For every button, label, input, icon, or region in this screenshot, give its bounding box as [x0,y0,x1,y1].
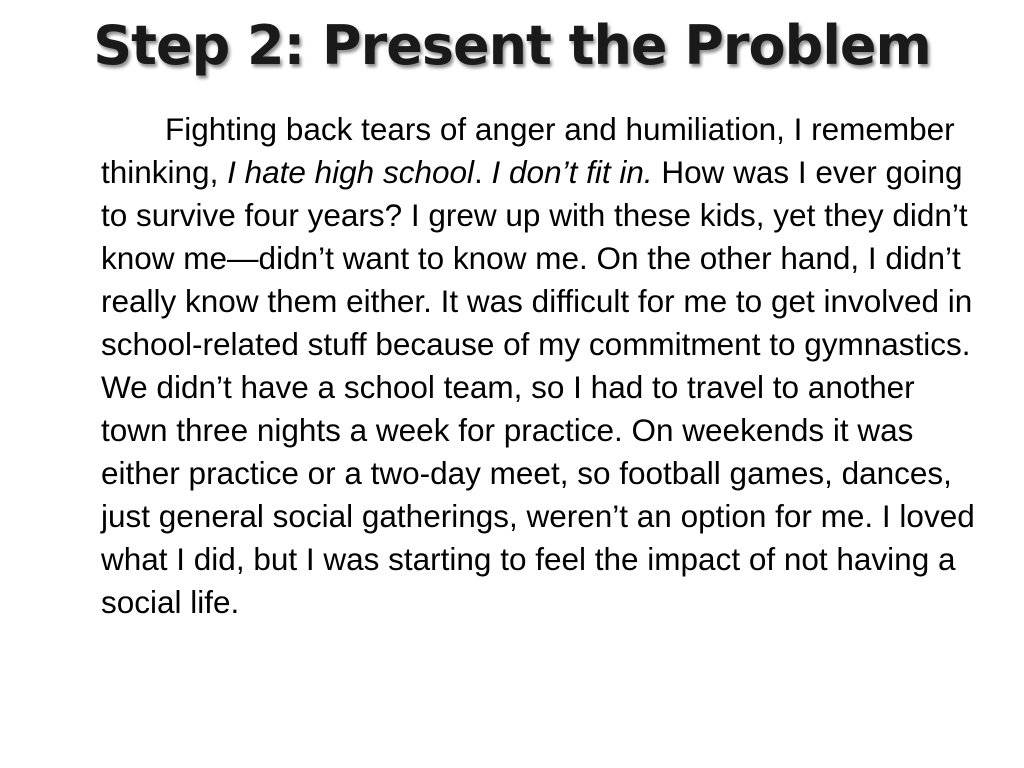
paragraph-text-body: How was I ever going to survive four years? I grew up with these kids, yet they didn’t know me—didn’t want to know me. On the other hand, I didn’t really know them either. It was difficult for me to get involved in school-related stuff because of my commitment to gymnastics. We didn’t have a school team, so I had to travel to another town three nights a week for practice. On weekends it was either practice or a two-day meet, so football games, dances, just general social gatherings, weren’t an option for me. I loved what I did, but I was starting to feel the impact of not having a social life. [101,154,975,620]
paragraph-text-intro: Fighting back tears of anger and humiliation, I remember thinking, [101,111,955,190]
slide-body-paragraph [101,108,986,624]
paragraph-text-between: . [474,154,492,190]
paragraph-italic-thought-1: I hate high school [227,154,475,190]
slide-title: Step 2: Present the Problem [93,14,931,77]
paragraph-italic-thought-2: I don’t fit in. [491,154,653,190]
